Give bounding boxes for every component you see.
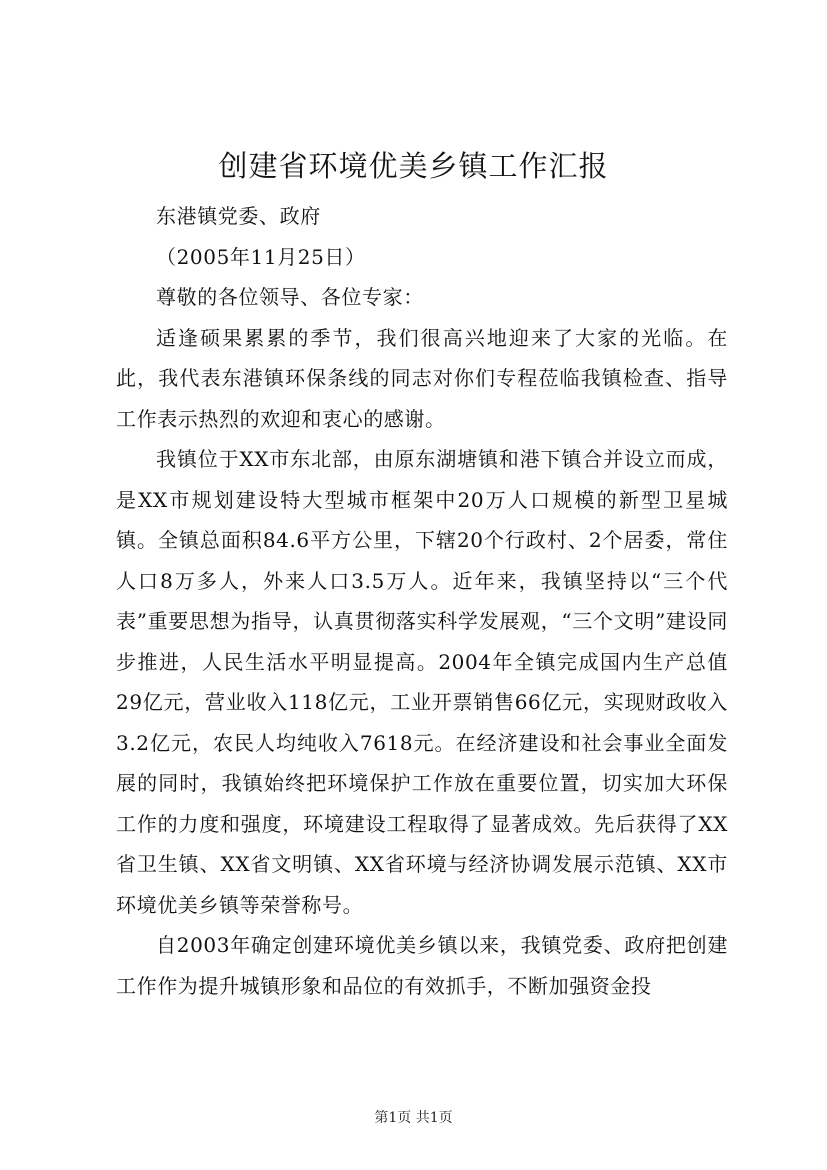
salutation: 尊敬的各位领导、各位专家： — [156, 285, 424, 309]
author-line: 东港镇党委、政府 — [156, 204, 321, 228]
paragraph-2: 我镇位于XX市东北部，由原东湖塘镇和港下镇合并设立而成，是XX市规划建设特大型城市框架中20万人口规模的新型卫星城镇。全镇总面积84.6平方公里，下辖20个行政村、2个居委，常住人口8万多人，外来人口3.5万人。近年来，我镇坚持以“三个代表”重要思想为指导，认真贯彻落实科学发展观，“三个文明”建设同步推进，人民生活水平明显提高。2004年全镇完成国内生产总值29亿元，营业收入118亿元，工业开票销售66亿元，实现财政收入3.2亿元，农民人均纯收入7618元。在经济建设和社会事业全面发展的同时，我镇始终把环境保护工作放在重要位置，切实加大环保工作的力度和强度，环境建设工程取得了显著成效。先后获得了XX省卫生镇、XX省文明镇、XX省环境与经济协调发展示范镇、XX市环境优美乡镇等荣誉称号。 — [116, 447, 728, 917]
page-footer: 第1页 共1页 — [374, 1110, 453, 1126]
date-line: （2005年11月25日） — [156, 244, 366, 269]
paragraph-3: 自2003年确定创建环境优美乡镇以来，我镇党委、政府把创建工作作为提升城镇形象和品位的有效抓手，不断加强资金投 — [116, 933, 728, 998]
document-body — [116, 196, 728, 1006]
document-title: 创建省环境优美乡镇工作汇报 — [218, 149, 609, 183]
paragraph-1: 适逢硕果累累的季节，我们很高兴地迎来了大家的光临。在此，我代表东港镇环保条线的同志对你们专程莅临我镇检查、指导工作表示热烈的欢迎和衷心的感谢。 — [116, 325, 728, 431]
